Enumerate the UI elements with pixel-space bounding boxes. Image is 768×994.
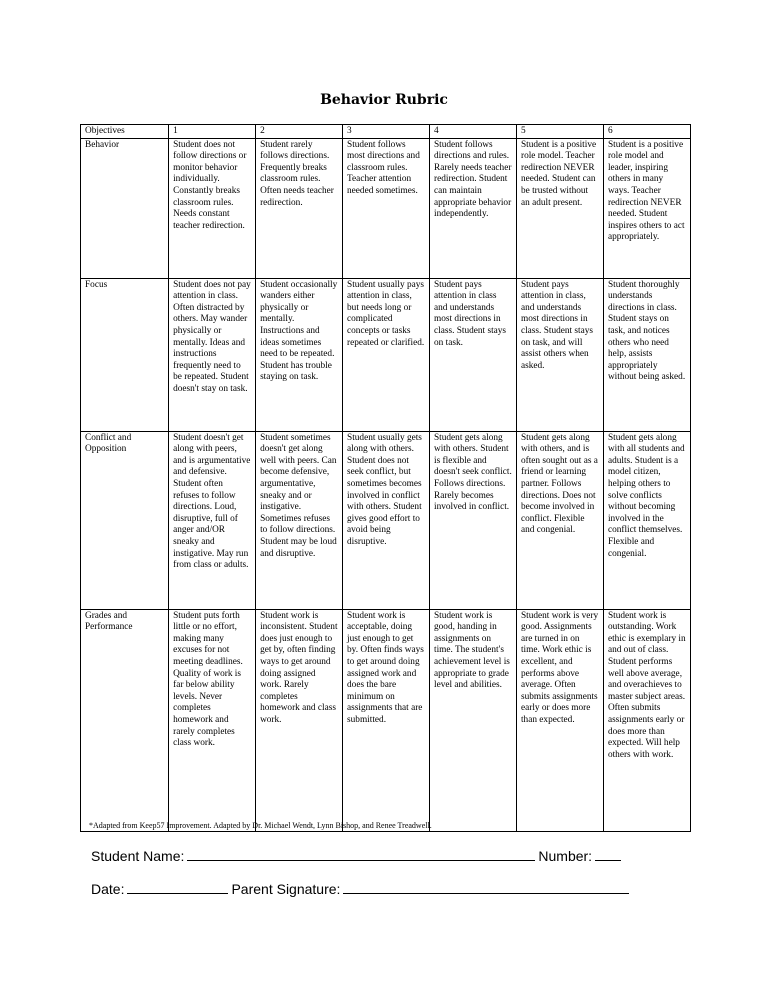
table-cell: Student work is very good. Assignments are turned in on time. Work ethic is excellent, and performs above average. Often submits assignments early or does more than expected. xyxy=(516,609,603,831)
table-row-behavior xyxy=(81,138,691,278)
table-cell: Student usually pays attention in class, but needs long or complicated concepts or tasks repeated or clarified. xyxy=(343,278,430,431)
column-header-1: 1 xyxy=(169,125,256,139)
column-header-6: 6 xyxy=(603,125,690,139)
table-row-grades-and-performance xyxy=(81,609,691,831)
table-cell: Student rarely follows directions. Frequently breaks classroom rules. Often needs teacher redirection. xyxy=(256,138,343,278)
footnote: *Adapted from Keep57 Improvement. Adapted by Dr. Michael Wendt, Lynn Bishop, and Renee Treadwell. xyxy=(89,821,432,830)
table-cell: Student thoroughly understands directions in class. Student stays on task, and notices others who need help, assists appropriately without being asked. xyxy=(603,278,690,431)
objective-behavior: Behavior xyxy=(81,138,169,278)
student-name-label: Student Name: xyxy=(91,848,185,864)
table-cell: Student pays attention in class, and understands most directions in class. Student stays on task, and will assist others when asked. xyxy=(516,278,603,431)
date-field[interactable] xyxy=(127,879,228,894)
student-name-field[interactable] xyxy=(187,846,535,861)
table-cell: Student puts forth little or no effort, making many excuses for not meeting deadlines. Quality of work is far below ability levels. Never completes homework and rarely completes class work. xyxy=(169,609,256,831)
table-cell: Student doesn't get along with peers, and is argumentative and defensive. Student often refuses to follow directions. Loud, disruptive, full of anger and/OR sneaky and instigative. May run from class or adults. xyxy=(169,431,256,609)
column-header-3: 3 xyxy=(343,125,430,139)
objective-conflict-and-opposition: Conflict and Opposition xyxy=(81,431,169,609)
table-cell: Student work is outstanding. Work ethic is exemplary in and out of class. Student performs well above average, and overachieves to master subject areas. Often submits assignments early or does more than expected. Will help others with work. xyxy=(603,609,690,831)
table-cell: Student is a positive role model and leader, inspiring others in many ways. Teacher redirection NEVER needed. Student inspires others to act appropriately. xyxy=(603,138,690,278)
table-cell: Student occasionally wanders either physically or mentally. Instructions and ideas sometimes need to be repeated. Student has trouble staying on task. xyxy=(256,278,343,431)
table-cell: Student usually gets along with others. Student does not seek conflict, but sometimes becomes involved in conflict with others. Student gives good effort to avoid being disruptive. xyxy=(343,431,430,609)
column-header-4: 4 xyxy=(430,125,517,139)
number-field[interactable] xyxy=(595,846,621,861)
table-cell: Student work is good, handing in assignments on time. The student's achievement level is appropriate to grade level and abilities. xyxy=(430,609,517,831)
table-cell: Student gets along with others. Student is flexible and doesn't seek conflict. Follows directions. Rarely becomes involved in conflict. xyxy=(430,431,517,609)
table-cell: Student follows directions and rules. Rarely needs teacher redirection. Student can maintain appropriate behavior independently. xyxy=(430,138,517,278)
column-header-5: 5 xyxy=(516,125,603,139)
table-cell: Student sometimes doesn't get along well with peers. Can become defensive, argumentative, sneaky and or instigative. Sometimes refuses to follow directions. Student may be loud and disruptive. xyxy=(256,431,343,609)
parent-signature-field[interactable] xyxy=(343,879,629,894)
objective-focus: Focus xyxy=(81,278,169,431)
rubric-table xyxy=(80,124,691,832)
date-signature-row xyxy=(91,879,632,897)
number-label: Number: xyxy=(538,848,593,864)
table-cell: Student gets along with all students and adults. Student is a model citizen, helping others to solve conflicts without becoming involved in the conflict themselves. Flexible and congenial. xyxy=(603,431,690,609)
column-header-objectives: Objectives xyxy=(81,125,169,139)
table-cell: Student does not pay attention in class. Often distracted by others. May wander physically or mentally. Ideas and instructions frequently need to be repeated. Student doesn't stay on task. xyxy=(169,278,256,431)
table-cell: Student does not follow directions or monitor behavior individually. Constantly breaks classroom rules. Needs constant teacher redirection. xyxy=(169,138,256,278)
table-cell: Student is a positive role model. Teacher redirection NEVER needed. Student can be trusted without an adult present. xyxy=(516,138,603,278)
page-title: Behavior Rubric xyxy=(320,92,448,108)
table-header-row xyxy=(81,125,691,139)
objective-grades-and-performance: Grades and Performance xyxy=(81,609,169,831)
table-row-conflict-and-opposition xyxy=(81,431,691,609)
column-header-2: 2 xyxy=(256,125,343,139)
table-cell: Student pays attention in class and understands most directions in class. Student stays on task. xyxy=(430,278,517,431)
parent-signature-label: Parent Signature: xyxy=(231,881,341,897)
table-cell: Student work is acceptable, doing just enough to get by. Often finds ways to get around doing assigned work and does the bare minimum on assignments that are submitted. xyxy=(343,609,430,831)
date-label: Date: xyxy=(91,881,125,897)
table-row-focus xyxy=(81,278,691,431)
table-cell: Student work is inconsistent. Student does just enough to get by, often finding ways to get around doing assigned work. Rarely completes homework and class work. xyxy=(256,609,343,831)
student-name-row xyxy=(91,846,624,864)
table-cell: Student gets along with others, and is often sought out as a friend or learning partner. Follows directions. Does not become involved in conflict. Flexible and congenial. xyxy=(516,431,603,609)
table-cell: Student follows most directions and classroom rules. Teacher attention needed sometimes. xyxy=(343,138,430,278)
